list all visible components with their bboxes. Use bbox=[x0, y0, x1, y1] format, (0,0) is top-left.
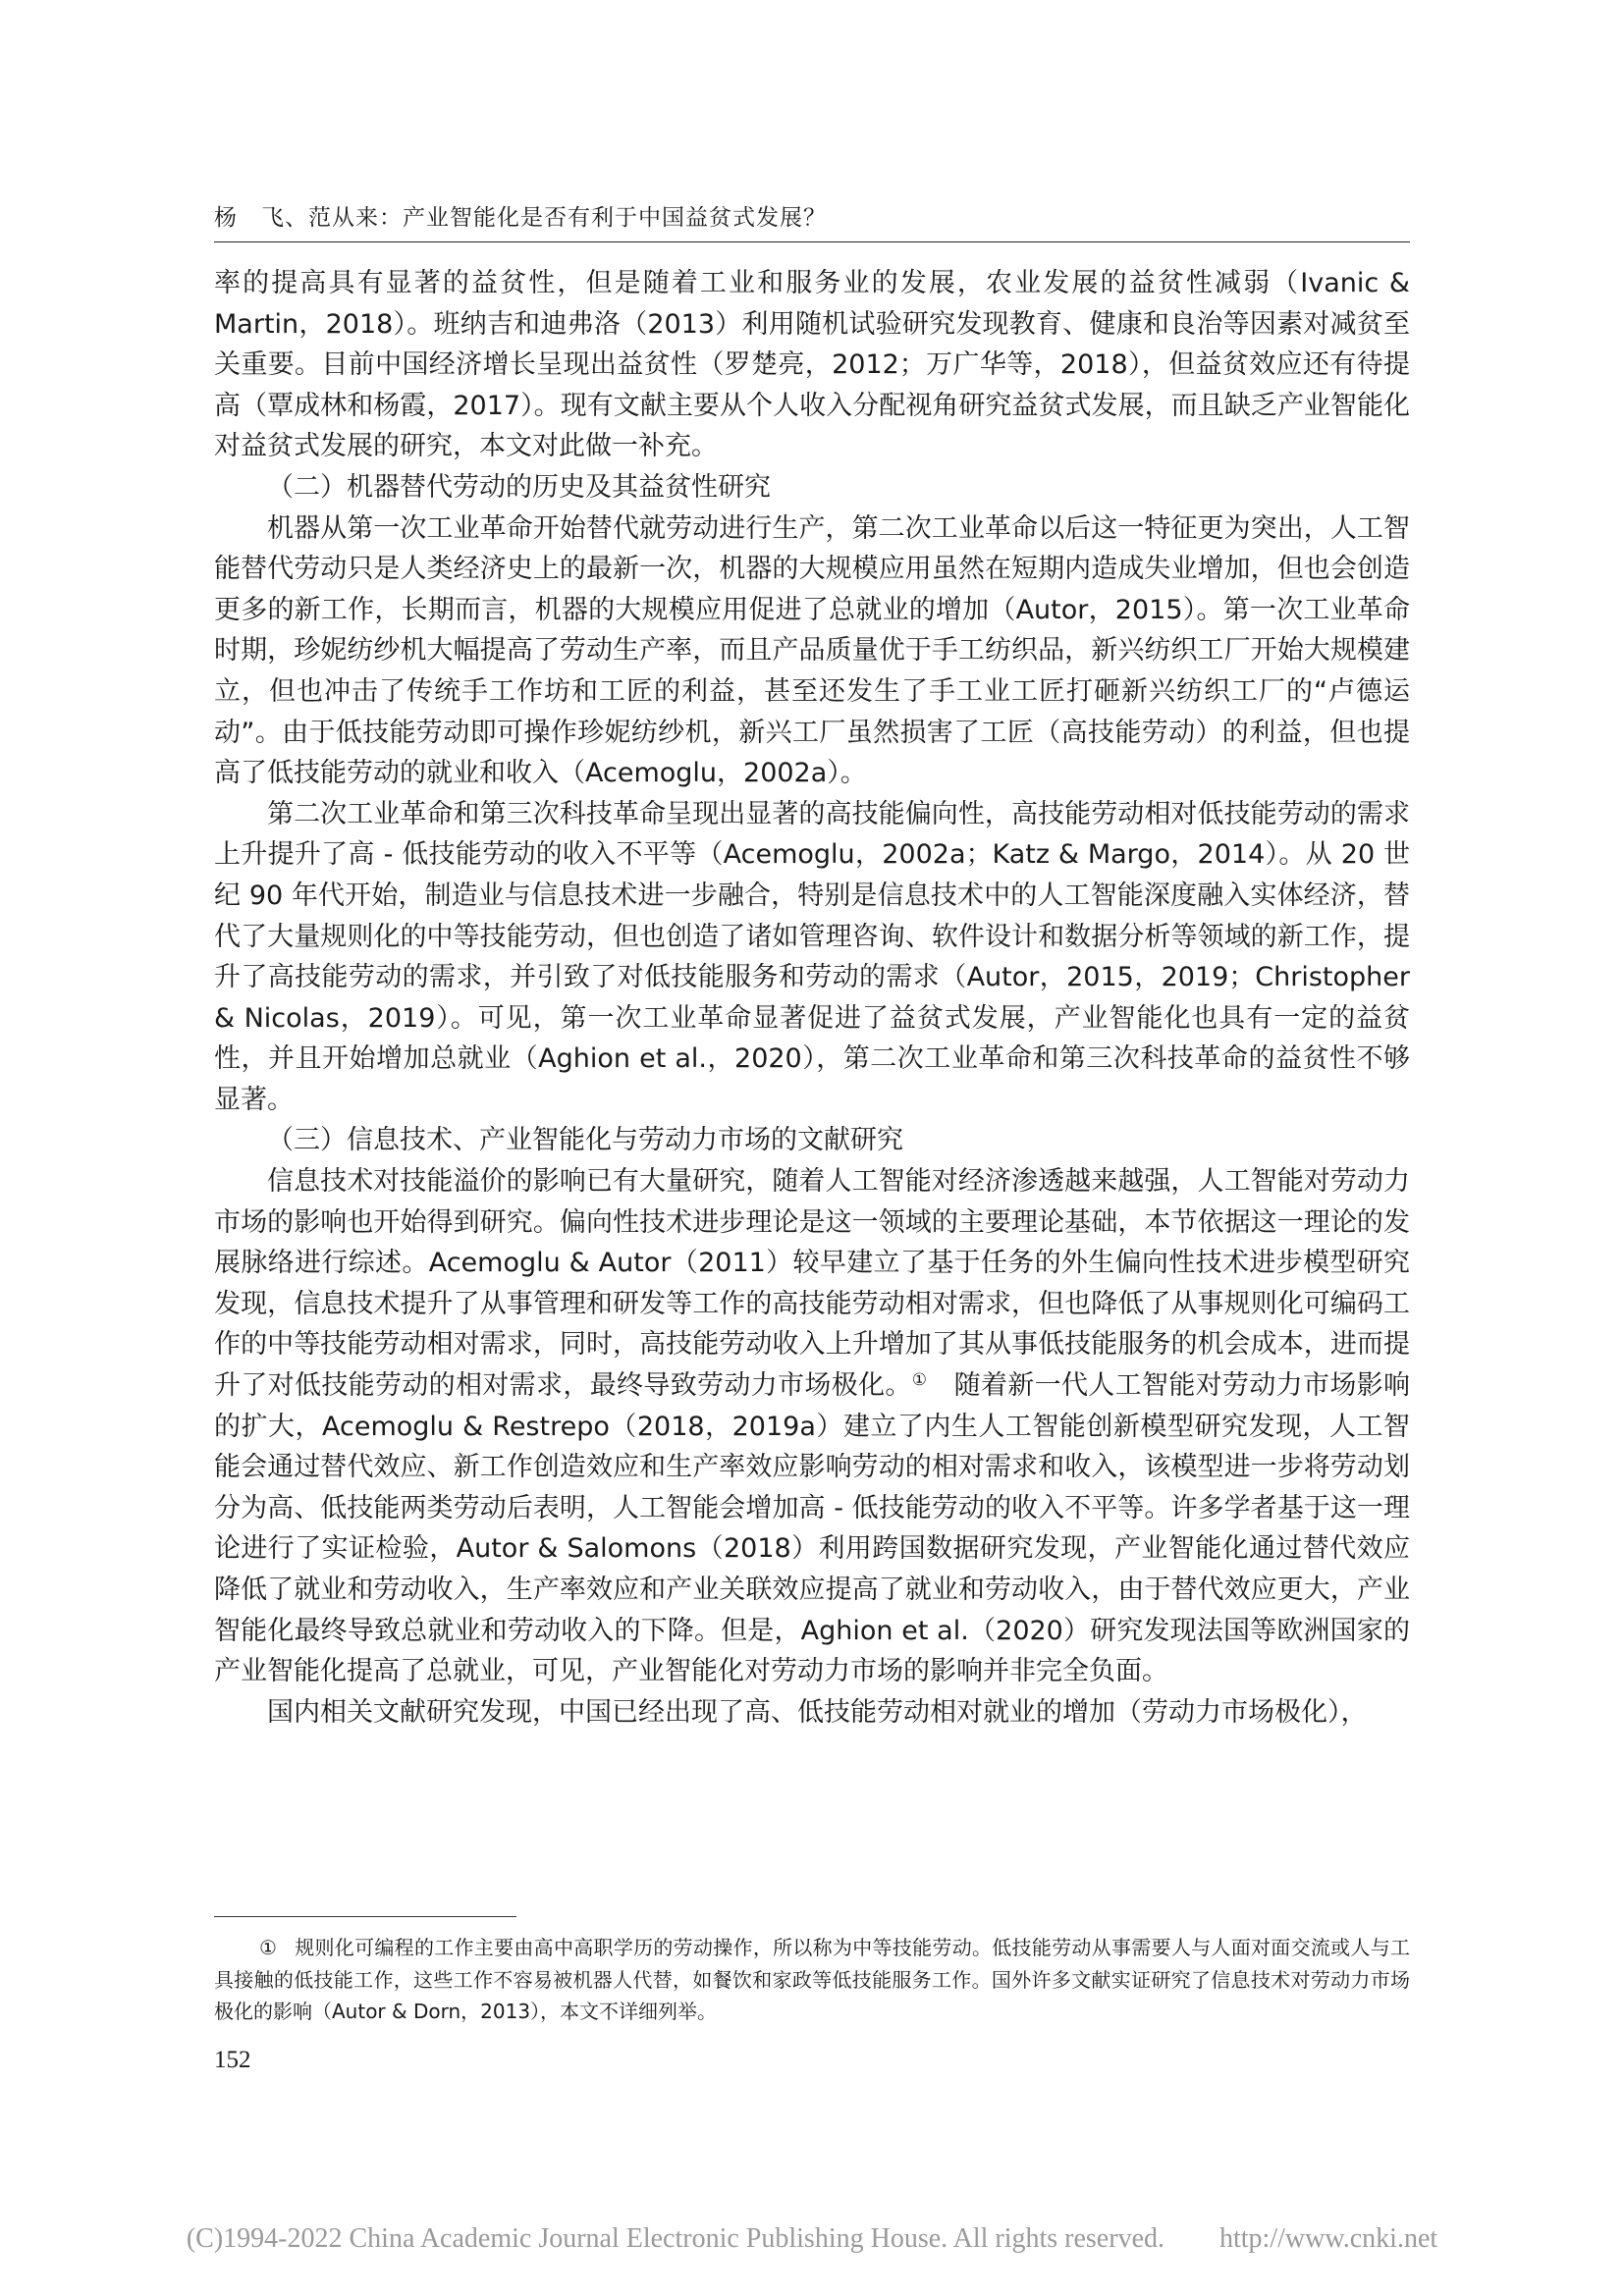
section-heading-2: （二）机器替代劳动的历史及其益贫性研究 bbox=[267, 471, 771, 503]
paragraph-text-part: 随着新一代人工智能对劳动力市场影响的扩大，Acemoglu & Restrepo（2018，2019a）建立了内生人工智能创新模型研究发现，人工智能会通过替代效应、新工作创造效应和生产率效应影响劳动的相对需求和收入，该模型进一步将劳动划分为高、低技能两类劳动后表明，人工智能会增加高 - 低技能劳动的收入不平等。许多学者基于这一理论进行了实证检验，Autor & Salomons（2018）利用跨国数据研究发现，产业智能化通过替代效应降低了就业和劳动收入，生产率效应和产业关联效应提高了就业和劳动收入，由于替代效应更大，产业智能化最终导致总就业和劳动收入的下降。但是，Aghion et al.（2020）研究发现法国等欧洲国家的产业智能化提高了总就业，可见，产业智能化对劳动力市场的影响并非完全负面。 bbox=[214, 1370, 1410, 1687]
paragraph: 机器从第一次工业革命开始替代就劳动进行生产，第二次工业革命以后这一特征更为突出，人工智能替代劳动只是人类经济史上的最新一次，机器的大规模应用虽然在短期内造成失业增加，但也会创造更多的新工作，长期而言，机器的大规模应用促进了总就业的增加（Autor，2015）。第一次工业革命时期，珍妮纺纱机大幅提高了劳动生产率，而且产品质量优于手工纺织品，新兴纺织工厂开始大规模建立，但也冲击了传统手工作坊和工匠的利益，甚至还发生了手工业工匠打砸新兴纺织工厂的“卢德运动”。由于低技能劳动即可操作珍妮纺纱机，新兴工厂虽然损害了工匠（高技能劳动）的利益，但也提高了低技能劳动的就业和收入（Acemoglu，2002a）。 bbox=[214, 512, 1410, 789]
footnote-text: 规则化可编程的工作主要由高中高职学历的劳动操作，所以称为中等技能劳动。低技能劳动从事需要人与人面对面交流或人与工具接触的低技能工作，这些工作不容易被机器人代替，如餐饮和家政等低技能服务工作。国外许多文献实证研究了信息技术对劳动力市场极化的影响（Autor & Dorn，2013），本文不详细列举。 bbox=[214, 1936, 1410, 2023]
paragraph: 第二次工业革命和第三次科技革命呈现出显著的高技能偏向性，高技能劳动相对低技能劳动的需求上升提升了高 - 低技能劳动的收入不平等（Acemoglu，2002a；Katz & Margo，2014）。从 20 世纪 90 年代开始，制造业与信息技术进一步融合，特别是信息技术中的人工智能深度融入实体经济，替代了大量规则化的中等技能劳动，但也创造了诸如管理咨询、软件设计和数据分析等领域的新工作，提升了高技能劳动的需求，并引致了对低技能服务和劳动的需求（Autor，2015，2019；Christopher & Nicolas，2019）。可见，第一次工业革命显著促进了益贫式发展，产业智能化也具有一定的益贫性，并且开始增加总就业（Aghion et al.，2020），第二次工业革命和第三次科技革命的益贫性不够显著。 bbox=[214, 798, 1410, 1115]
running-header: 杨 飞、范从来：产业智能化是否有利于中国益贫式发展？ bbox=[214, 205, 827, 231]
section-heading-3: （三）信息技术、产业智能化与劳动力市场的文献研究 bbox=[267, 1125, 903, 1156]
paragraph: 国内相关文献研究发现，中国已经出现了高、低技能劳动相对就业的增加（劳动力市场极化）， bbox=[267, 1696, 1368, 1728]
header-rule bbox=[214, 241, 1410, 242]
copyright-watermark: (C)1994-2022 China Academic Journal Electronic Publishing House. All rights reserved. http://www.cnki.net bbox=[186, 2223, 1438, 2254]
paragraph-text-part: 信息技术对技能溢价的影响已有大量研究，随着人工智能对经济渗透越来越强，人工智能对劳动力市场的影响也开始得到研究。偏向性技术进步理论是这一领域的主要理论基础，本节依据这一理论的发展脉络进行综述。Acemoglu & Autor（2011）较早建立了基于任务的外生偏向性技术进步模型研究发现，信息技术提升了从事管理和研发等工作的高技能劳动相对需求，但也降低了从事规则化可编码工作的中等技能劳动相对需求，同时，高技能劳动收入上升增加了其从事低技能服务的机会成本，进而提升了对低技能劳动的相对需求，最终导致劳动力市场极化。 bbox=[214, 1166, 1410, 1402]
paragraph-continued: 率的提高具有显著的益贫性，但是随着工业和服务业的发展，农业发展的益贫性减弱（Ivanic & Martin，2018）。班纳吉和迪弗洛（2013）利用随机试验研究发现教育、健康和良治等因素对减贫至关重要。目前中国经济增长呈现出益贫性（罗楚亮，2012；万广华等，2018），但益贫效应还有待提高（覃成林和杨霞，2017）。现有文献主要从个人收入分配视角研究益贫式发展，而且缺乏产业智能化对益贫式发展的研究，本文对此做一补充。 bbox=[214, 268, 1410, 462]
footnote bbox=[214, 1932, 1410, 2028]
page-number: 152 bbox=[214, 2047, 251, 2073]
footnote-reference[interactable]: ① bbox=[911, 1370, 928, 1391]
paragraph-with-note bbox=[214, 1161, 1410, 1692]
article-body bbox=[214, 263, 1410, 1733]
footnote-marker: ① bbox=[259, 1936, 277, 1959]
footnote-rule bbox=[214, 1916, 516, 1917]
